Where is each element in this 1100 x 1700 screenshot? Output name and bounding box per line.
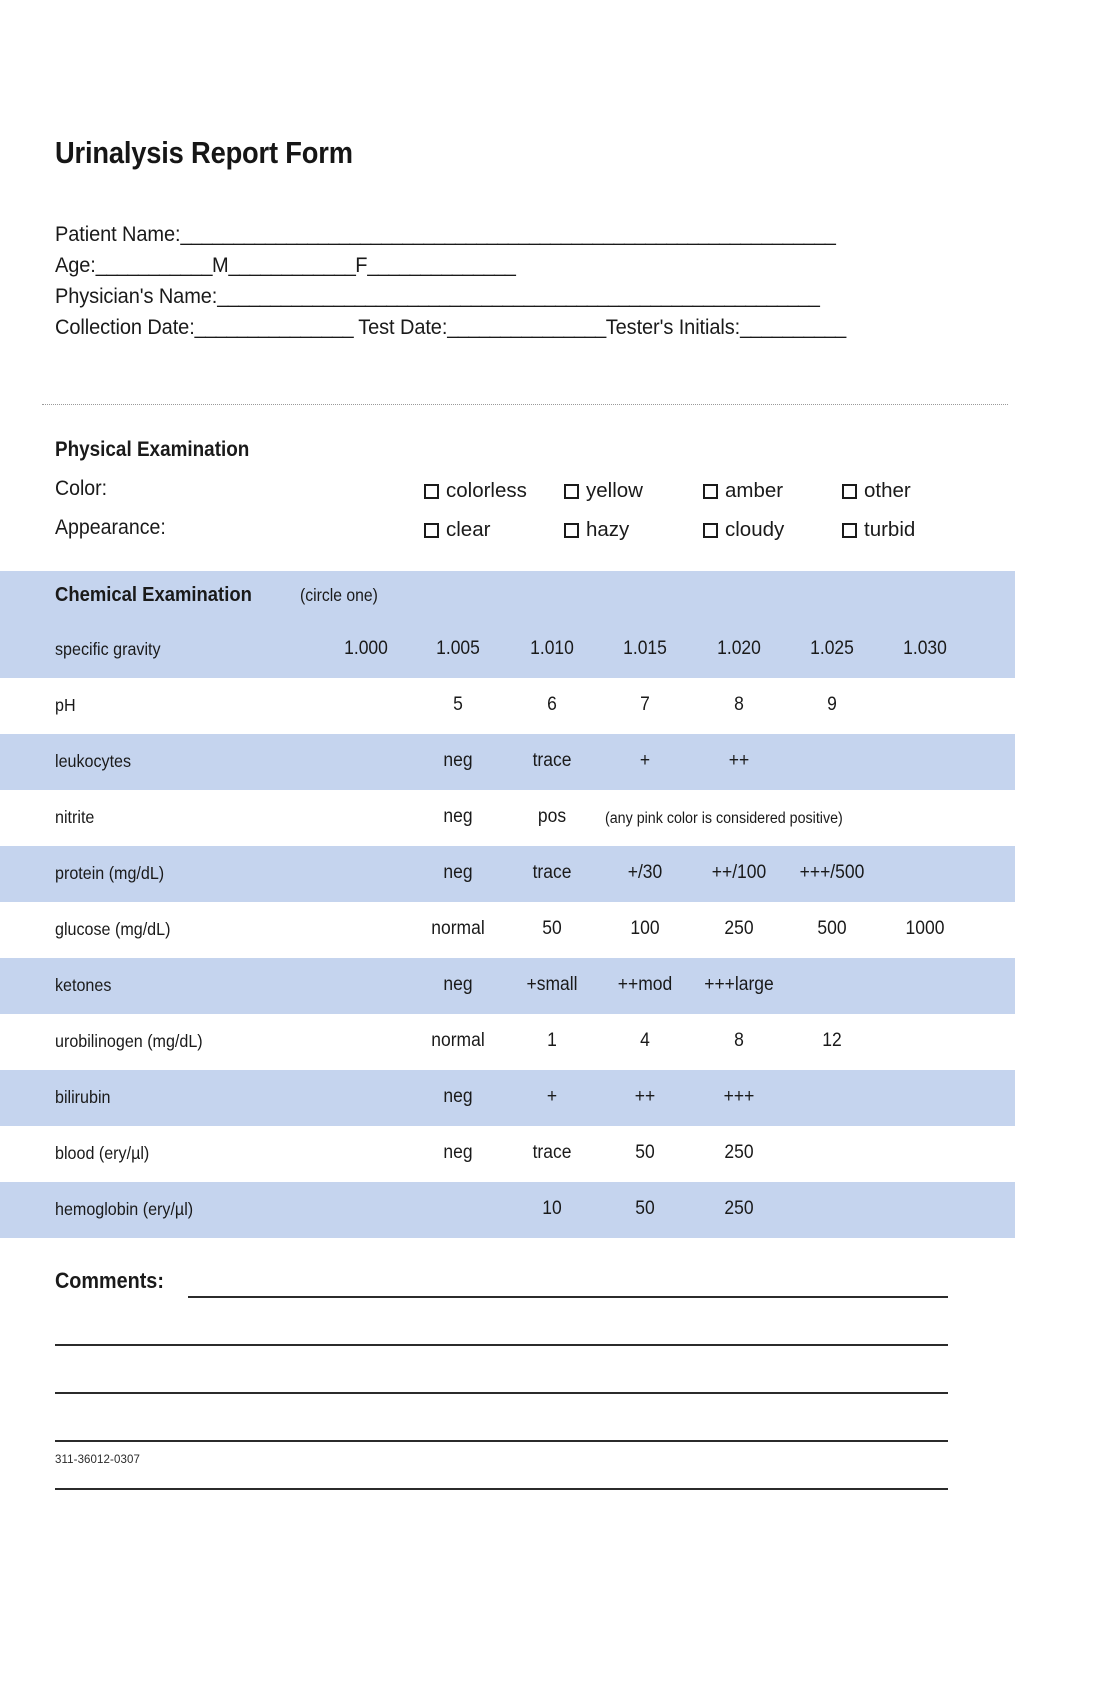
analyte-value-option[interactable]: pos	[537, 806, 567, 827]
age-sex-field-row[interactable]	[55, 253, 883, 284]
analyte-value-option[interactable]: +	[639, 750, 651, 771]
analyte-value-option[interactable]: neg	[443, 806, 473, 827]
appearance-row	[55, 516, 985, 548]
analyte-value-option[interactable]: 1000	[905, 918, 945, 939]
table-row	[0, 790, 1015, 846]
physician-name-label: Physician's Name:	[55, 284, 218, 308]
analyte-label: bilirubin	[55, 1087, 111, 1107]
table-row	[0, 846, 1015, 902]
color-option-label: amber	[725, 479, 784, 502]
appearance-option-hazy[interactable]	[564, 518, 629, 542]
table-row	[0, 734, 1015, 790]
analyte-value-option[interactable]: +/30	[627, 862, 663, 883]
physician-name-field-row[interactable]	[55, 284, 883, 315]
patient-name-label: Patient Name:	[55, 222, 181, 246]
appearance-option-label: clear	[446, 518, 491, 541]
male-label: M	[211, 253, 229, 277]
analyte-value-option[interactable]: 7	[640, 694, 650, 715]
dates-field-row[interactable]	[55, 315, 883, 346]
analyte-value-option[interactable]: ++/100	[711, 862, 767, 883]
color-option-yellow[interactable]	[564, 479, 643, 503]
analyte-note: (any pink color is considered positive)	[605, 810, 843, 827]
appearance-option-label: cloudy	[725, 518, 785, 541]
page-title: Urinalysis Report Form	[55, 135, 353, 170]
tester-initials-blank[interactable]: __________	[740, 315, 846, 339]
analyte-value-option[interactable]: +++/500	[799, 862, 865, 883]
form-code: 311-36012-0307	[55, 1454, 140, 1466]
color-row	[55, 477, 985, 509]
color-option-amber[interactable]	[703, 479, 783, 503]
female-label: F	[355, 253, 368, 277]
analyte-value-option[interactable]: 1.025	[810, 638, 854, 659]
analyte-value-option[interactable]: 10	[542, 1198, 562, 1219]
analyte-value-option[interactable]: 9	[827, 694, 837, 715]
analyte-value-option[interactable]: 12	[822, 1030, 842, 1051]
analyte-value-option[interactable]: neg	[443, 974, 473, 995]
chemical-examination-header	[0, 571, 1015, 622]
analyte-value-option[interactable]: 8	[734, 694, 744, 715]
table-row	[0, 678, 1015, 734]
appearance-option-clear[interactable]	[424, 518, 490, 542]
circle-one-note: (circle one)	[300, 585, 378, 605]
patient-name-blank[interactable]: ______________________________________________________________	[180, 222, 836, 246]
analyte-label: leukocytes	[55, 751, 132, 771]
checkbox-icon[interactable]	[703, 484, 718, 499]
analyte-value-option[interactable]: normal	[431, 1030, 485, 1051]
female-blank[interactable]: ______________	[367, 253, 516, 277]
analyte-label: glucose (mg/dL)	[55, 919, 171, 939]
table-row	[0, 902, 1015, 958]
analyte-label: nitrite	[55, 807, 95, 827]
age-blank[interactable]: ___________	[95, 253, 212, 277]
physical-examination-heading: Physical Examination	[55, 438, 250, 461]
analyte-value-option[interactable]: neg	[443, 1086, 473, 1107]
comment-line-5[interactable]	[55, 1488, 948, 1490]
color-option-label: colorless	[446, 479, 527, 502]
chemical-examination-table	[0, 571, 1015, 1238]
analyte-value-option[interactable]: 50	[542, 918, 562, 939]
analyte-value-option[interactable]: ++	[634, 1086, 656, 1107]
male-blank[interactable]: ____________	[228, 253, 356, 277]
checkbox-icon[interactable]	[842, 523, 857, 538]
analyte-value-option[interactable]: 1.000	[344, 638, 388, 659]
analyte-value-option[interactable]: 250	[724, 1198, 754, 1219]
collection-date-label: Collection Date:	[55, 315, 195, 339]
analyte-value-option[interactable]: 1.030	[903, 638, 947, 659]
color-option-other[interactable]	[842, 479, 911, 503]
checkbox-icon[interactable]	[424, 484, 439, 499]
analyte-value-option[interactable]: neg	[443, 750, 473, 771]
color-option-colorless[interactable]	[424, 479, 527, 503]
analyte-label: protein (mg/dL)	[55, 863, 165, 883]
tester-initials-label: Tester's Initials:	[605, 315, 741, 339]
analyte-value-option[interactable]: 250	[724, 1142, 754, 1163]
appearance-option-cloudy[interactable]	[703, 518, 784, 542]
analyte-label: hemoglobin (ery/µl)	[55, 1199, 194, 1219]
analyte-value-option[interactable]: 100	[630, 918, 660, 939]
test-date-blank[interactable]: _______________	[447, 315, 606, 339]
checkbox-icon[interactable]	[424, 523, 439, 538]
patient-name-field-row[interactable]	[55, 222, 883, 253]
comment-line-3[interactable]	[55, 1392, 948, 1394]
analyte-value-option[interactable]: normal	[431, 918, 485, 939]
analyte-value-option[interactable]: +++large	[704, 974, 774, 995]
analyte-value-option[interactable]: +++	[723, 1086, 755, 1107]
analyte-value-option[interactable]: 250	[724, 918, 754, 939]
analyte-value-option[interactable]: trace	[532, 750, 572, 771]
checkbox-icon[interactable]	[564, 523, 579, 538]
physician-name-blank[interactable]: _________________________________________________________	[217, 284, 820, 308]
analyte-value-option[interactable]: 6	[547, 694, 557, 715]
color-option-label: other	[864, 479, 911, 502]
analyte-value-option[interactable]: ++	[728, 750, 750, 771]
analyte-value-option[interactable]: 50	[635, 1198, 655, 1219]
analyte-label: urobilinogen (mg/dL)	[55, 1031, 203, 1051]
test-date-label: Test Date:	[358, 315, 448, 339]
chemical-examination-heading: Chemical Examination	[55, 583, 252, 606]
analyte-value-option[interactable]: 50	[635, 1142, 655, 1163]
analyte-label: specific gravity	[55, 639, 161, 659]
table-row	[0, 958, 1015, 1014]
comment-line-1[interactable]	[188, 1296, 948, 1298]
analyte-value-option[interactable]: 1.020	[717, 638, 761, 659]
analyte-value-option[interactable]: trace	[532, 862, 572, 883]
chemical-rows-container	[0, 622, 1015, 1238]
collection-date-blank[interactable]: _______________	[194, 315, 354, 339]
analyte-value-option[interactable]: neg	[443, 1142, 473, 1163]
color-label: Color:	[55, 477, 108, 500]
analyte-value-option[interactable]: 5	[453, 694, 463, 715]
analyte-value-option[interactable]: +small	[526, 974, 578, 995]
analyte-value-option[interactable]: +	[546, 1086, 558, 1107]
analyte-value-option[interactable]: ++mod	[617, 974, 673, 995]
analyte-value-option[interactable]: 1.010	[530, 638, 574, 659]
table-row	[0, 1070, 1015, 1126]
comment-line-4[interactable]	[55, 1440, 948, 1442]
analyte-value-option[interactable]: 4	[640, 1030, 650, 1051]
age-label: Age:	[55, 253, 96, 277]
comments-label: Comments:	[55, 1268, 164, 1293]
table-row	[0, 622, 1015, 678]
checkbox-icon[interactable]	[703, 523, 718, 538]
color-option-label: yellow	[586, 479, 643, 502]
table-row	[0, 1014, 1015, 1070]
analyte-value-option[interactable]: 500	[817, 918, 847, 939]
analyte-value-option[interactable]: 1.015	[623, 638, 667, 659]
table-row	[0, 1126, 1015, 1182]
table-row	[0, 1182, 1015, 1238]
analyte-label: blood (ery/µl)	[55, 1143, 150, 1163]
comment-line-2[interactable]	[55, 1344, 948, 1346]
analyte-value-option[interactable]: 1	[547, 1030, 557, 1051]
appearance-option-label: hazy	[586, 518, 630, 541]
analyte-value-option[interactable]: trace	[532, 1142, 572, 1163]
analyte-label: ketones	[55, 975, 112, 995]
appearance-option-label: turbid	[864, 518, 916, 541]
analyte-value-option[interactable]: 1.005	[436, 638, 480, 659]
appearance-label: Appearance:	[55, 516, 166, 539]
analyte-value-option[interactable]: 8	[734, 1030, 744, 1051]
checkbox-icon[interactable]	[564, 484, 579, 499]
appearance-option-turbid[interactable]	[842, 518, 915, 542]
checkbox-icon[interactable]	[842, 484, 857, 499]
section-divider	[42, 404, 1008, 405]
patient-info-section	[55, 222, 945, 346]
analyte-label: pH	[55, 695, 76, 715]
analyte-value-option[interactable]: neg	[443, 862, 473, 883]
